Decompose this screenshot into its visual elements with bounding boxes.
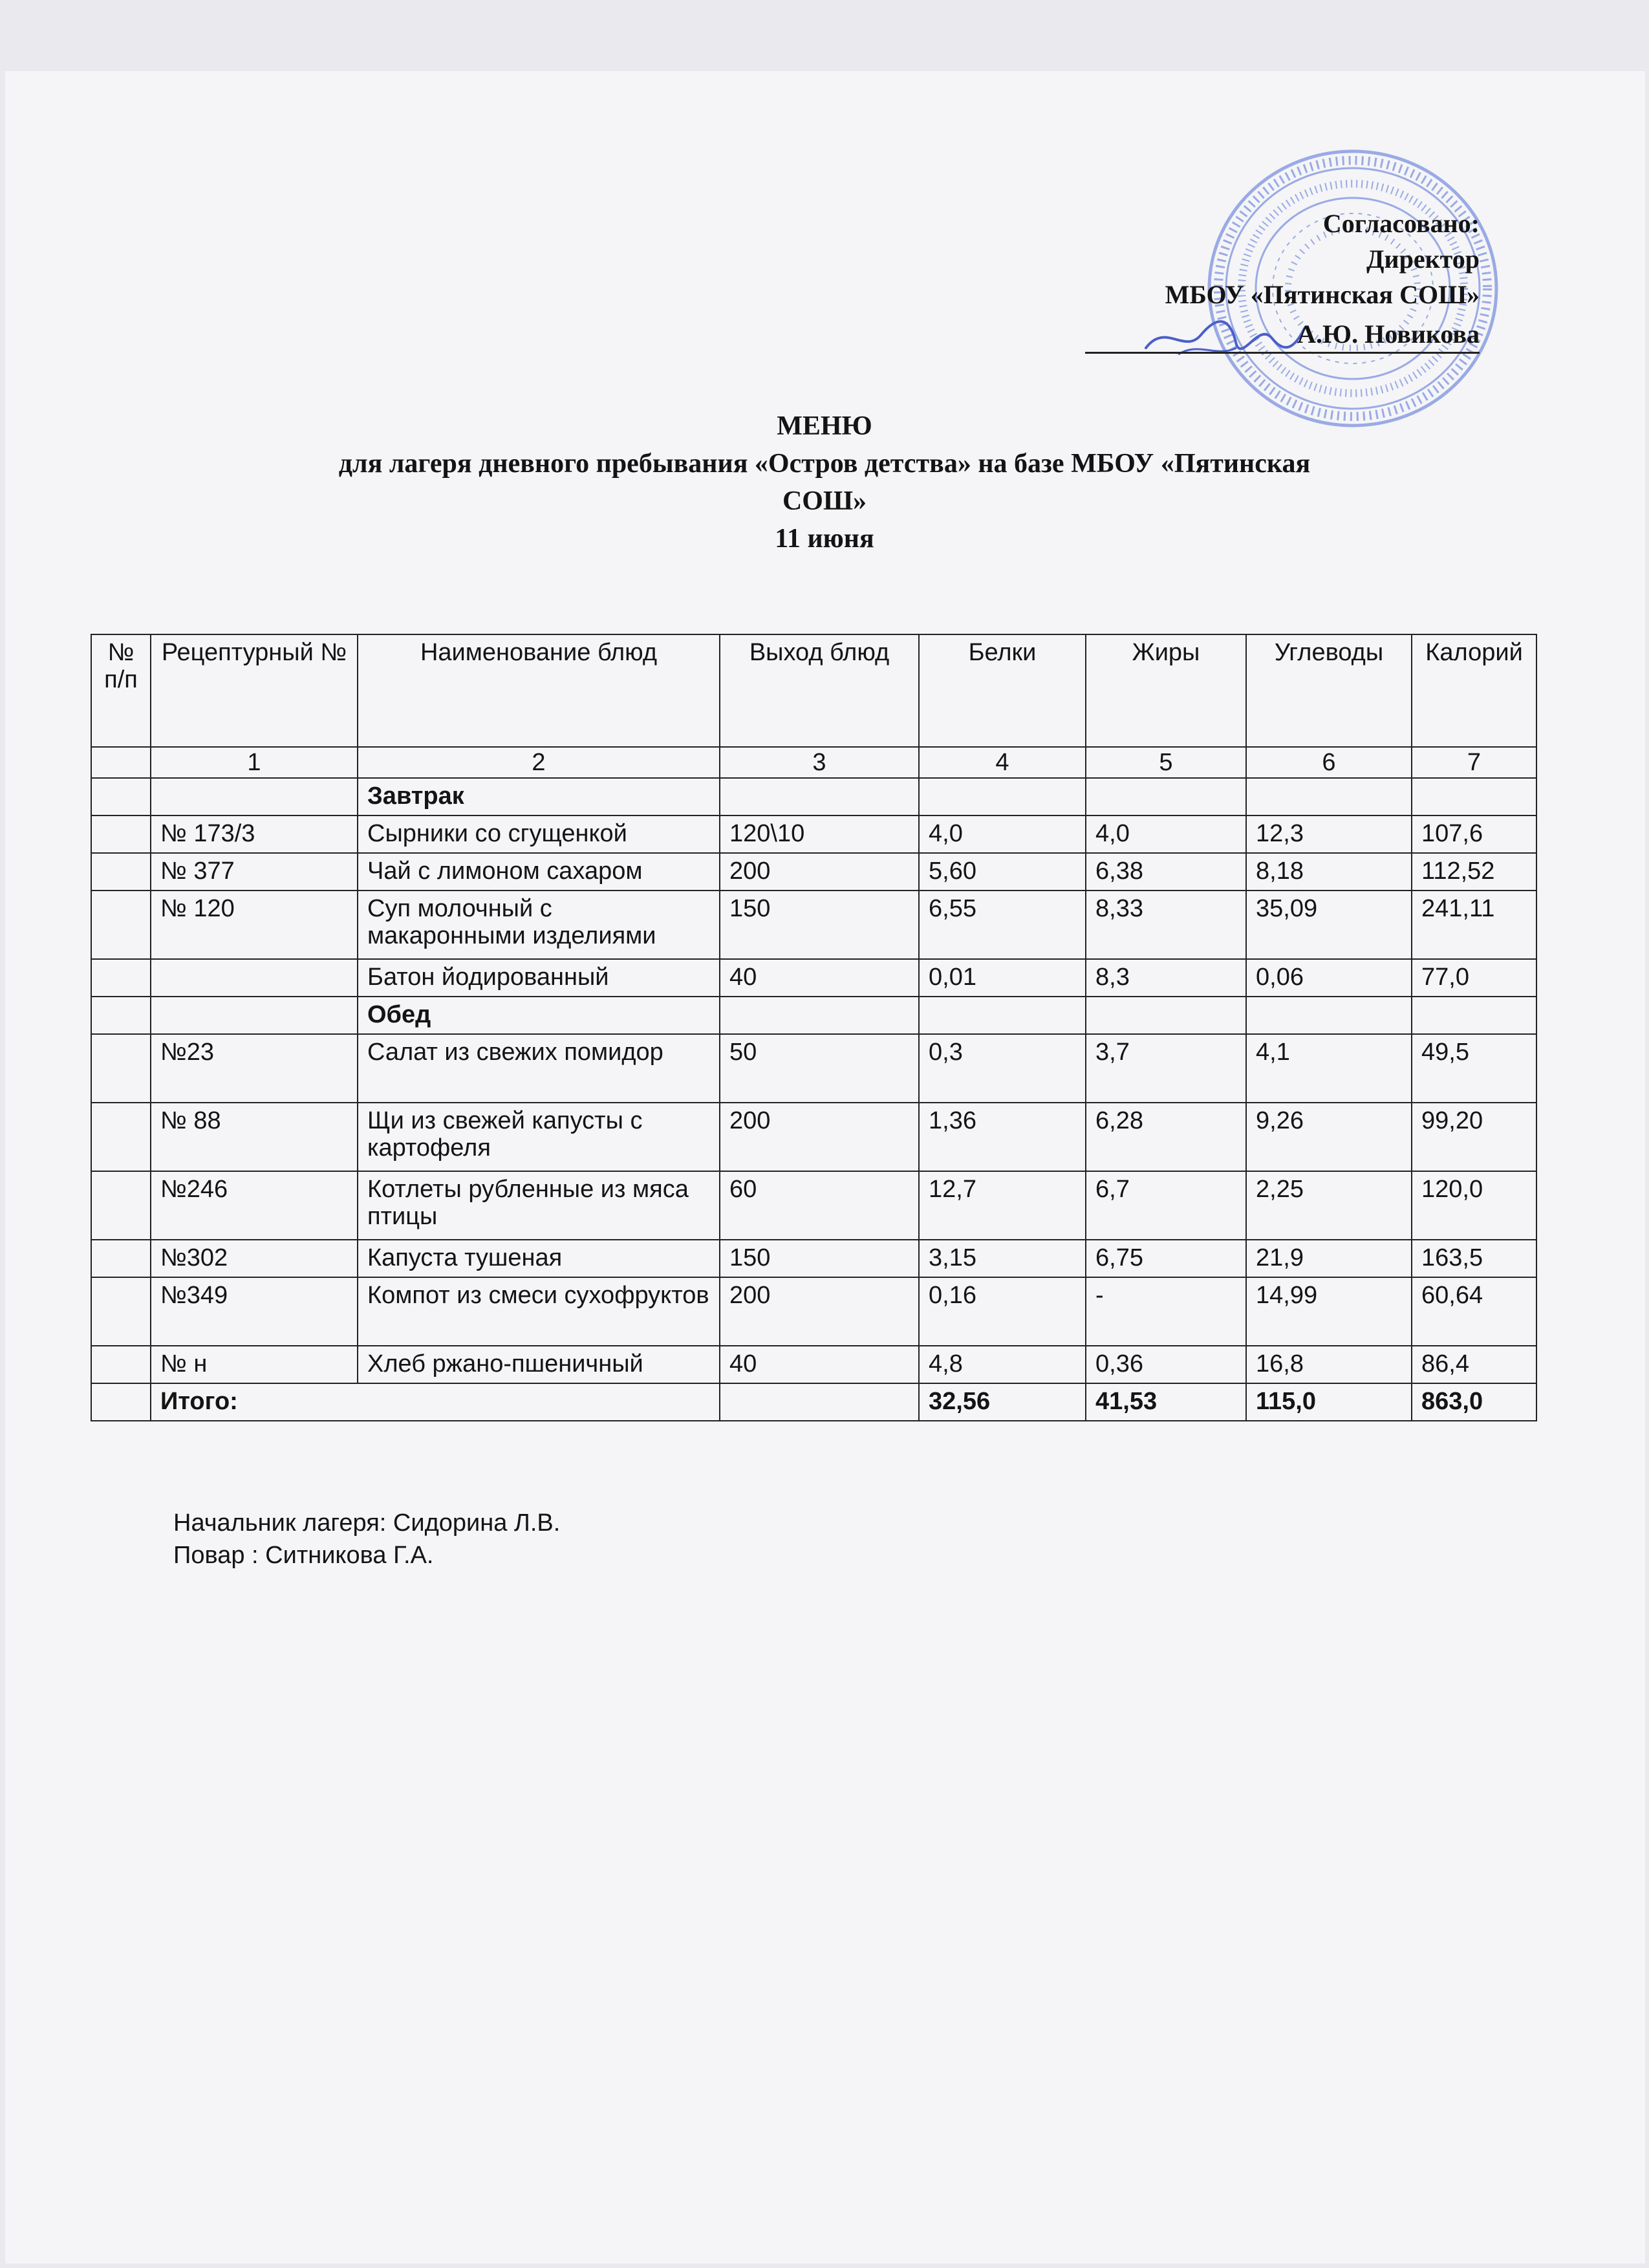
output-cell: 200 <box>720 853 919 891</box>
recipe-cell: № 173/3 <box>151 815 358 853</box>
recipe-cell: №302 <box>151 1240 358 1277</box>
fat-cell: 0,36 <box>1086 1346 1246 1383</box>
signatures-footer <box>173 1507 560 1571</box>
header-cell: Рецептурный № <box>151 634 358 747</box>
table-row <box>91 1346 1536 1383</box>
camp-head: Начальник лагеря: Сидорина Л.В. <box>173 1509 561 1537</box>
header-cell: Выход блюд <box>720 634 919 747</box>
dish-name-cell: Хлеб ржано-пшеничный <box>358 1346 720 1383</box>
dish-name-cell: Батон йодированный <box>358 959 720 997</box>
fat-cell: 8,33 <box>1086 891 1246 959</box>
table-row <box>91 1277 1536 1346</box>
approval-organization: МБОУ «Пятинская СОШ» <box>1165 280 1480 309</box>
kcal-cell: 241,11 <box>1412 891 1536 959</box>
output-cell: 60 <box>720 1171 919 1240</box>
output-cell: 50 <box>720 1034 919 1103</box>
table-row <box>91 959 1536 997</box>
recipe-cell <box>151 959 358 997</box>
output-cell: 150 <box>720 1240 919 1277</box>
title-date: 11 июня <box>775 524 874 554</box>
fat-cell: 3,7 <box>1086 1034 1246 1103</box>
kcal-cell: 60,64 <box>1412 1277 1536 1346</box>
approval-position: Директор <box>1366 244 1480 274</box>
output-cell: 150 <box>720 891 919 959</box>
total-label: Итого: <box>151 1383 720 1421</box>
section-label: Завтрак <box>358 778 720 815</box>
title-camp: для лагеря дневного пребывания «Остров детства» на базе МБОУ «Пятинская <box>338 449 1311 479</box>
carbs-cell: 8,18 <box>1246 853 1412 891</box>
recipe-cell: № 88 <box>151 1103 358 1171</box>
fat-cell: 6,28 <box>1086 1103 1246 1171</box>
dish-name-cell: Суп молочный с макаронными изделиями <box>358 891 720 959</box>
header-cell: Белки <box>919 634 1086 747</box>
table-row <box>91 853 1536 891</box>
recipe-cell: №246 <box>151 1171 358 1240</box>
cook: Повар : Ситникова Г.А. <box>173 1542 434 1569</box>
number-cell: 7 <box>1412 747 1536 778</box>
dish-name-cell: Щи из свежей капусты с картофеля <box>358 1103 720 1171</box>
carbs-cell: 35,09 <box>1246 891 1412 959</box>
number-cell: 6 <box>1246 747 1412 778</box>
kcal-cell: 86,4 <box>1412 1346 1536 1383</box>
dish-name-cell: Котлеты рубленные из мяса птицы <box>358 1171 720 1240</box>
table-row <box>91 891 1536 959</box>
fat-cell: 6,7 <box>1086 1171 1246 1240</box>
header-cell: Калорий <box>1412 634 1536 747</box>
recipe-cell: № 120 <box>151 891 358 959</box>
carbs-cell: 14,99 <box>1246 1277 1412 1346</box>
table-header-row <box>91 634 1536 747</box>
kcal-cell: 99,20 <box>1412 1103 1536 1171</box>
table-row <box>91 1034 1536 1103</box>
carbs-cell: 9,26 <box>1246 1103 1412 1171</box>
output-cell: 200 <box>720 1103 919 1171</box>
dish-name-cell: Капуста тушеная <box>358 1240 720 1277</box>
total-row <box>91 1383 1536 1421</box>
dish-name-cell: Салат из свежих помидор <box>358 1034 720 1103</box>
output-cell: 40 <box>720 959 919 997</box>
document-title <box>103 407 1546 557</box>
fat-cell: 8,3 <box>1086 959 1246 997</box>
number-cell: 1 <box>151 747 358 778</box>
kcal-cell: 77,0 <box>1412 959 1536 997</box>
carbs-cell: 4,1 <box>1246 1034 1412 1103</box>
kcal-cell: 163,5 <box>1412 1240 1536 1277</box>
dish-name-cell: Компот из смеси сухофруктов <box>358 1277 720 1346</box>
protein-cell: 3,15 <box>919 1240 1086 1277</box>
table-row <box>91 1171 1536 1240</box>
header-cell: Наименование блюд <box>358 634 720 747</box>
carbs-cell: 16,8 <box>1246 1346 1412 1383</box>
fat-cell: 4,0 <box>1086 815 1246 853</box>
fat-cell: 6,38 <box>1086 853 1246 891</box>
approval-signature-line <box>1085 316 1480 354</box>
section-row-breakfast <box>91 778 1536 815</box>
carbs-cell: 0,06 <box>1246 959 1412 997</box>
header-cell: Углеводы <box>1246 634 1412 747</box>
protein-cell: 5,60 <box>919 853 1086 891</box>
menu-table <box>91 634 1537 1421</box>
protein-cell: 1,36 <box>919 1103 1086 1171</box>
recipe-cell: №349 <box>151 1277 358 1346</box>
carbs-cell: 12,3 <box>1246 815 1412 853</box>
dish-name-cell: Сырники со сгущенкой <box>358 815 720 853</box>
total-fat: 41,53 <box>1086 1383 1246 1421</box>
table-row <box>91 1240 1536 1277</box>
number-cell: 2 <box>358 747 720 778</box>
fat-cell: - <box>1086 1277 1246 1346</box>
carbs-cell: 2,25 <box>1246 1171 1412 1240</box>
total-protein: 32,56 <box>919 1383 1086 1421</box>
output-cell: 40 <box>720 1346 919 1383</box>
recipe-cell: № 377 <box>151 853 358 891</box>
protein-cell: 12,7 <box>919 1171 1086 1240</box>
approval-label: Согласовано: <box>1322 209 1480 238</box>
table-number-row <box>91 747 1536 778</box>
approval-director-name: А.Ю. Новикова <box>1297 319 1480 349</box>
kcal-cell: 107,6 <box>1412 815 1536 853</box>
protein-cell: 0,16 <box>919 1277 1086 1346</box>
approval-block <box>1027 206 1480 354</box>
output-cell: 200 <box>720 1277 919 1346</box>
dish-name-cell: Чай с лимоном сахаром <box>358 853 720 891</box>
recipe-cell: №23 <box>151 1034 358 1103</box>
title-menu: МЕНЮ <box>777 411 872 441</box>
total-carbs: 115,0 <box>1246 1383 1412 1421</box>
protein-cell: 6,55 <box>919 891 1086 959</box>
section-label: Обед <box>358 997 720 1034</box>
number-cell: 5 <box>1086 747 1246 778</box>
protein-cell: 0,3 <box>919 1034 1086 1103</box>
protein-cell: 4,0 <box>919 815 1086 853</box>
number-cell: 3 <box>720 747 919 778</box>
number-cell: 4 <box>919 747 1086 778</box>
kcal-cell: 49,5 <box>1412 1034 1536 1103</box>
header-cell: № п/п <box>91 634 151 747</box>
kcal-cell: 120,0 <box>1412 1171 1536 1240</box>
fat-cell: 6,75 <box>1086 1240 1246 1277</box>
header-cell: Жиры <box>1086 634 1246 747</box>
recipe-cell: № н <box>151 1346 358 1383</box>
protein-cell: 4,8 <box>919 1346 1086 1383</box>
output-cell: 120\10 <box>720 815 919 853</box>
table-row <box>91 1103 1536 1171</box>
table-row <box>91 815 1536 853</box>
title-school: СОШ» <box>782 486 867 516</box>
carbs-cell: 21,9 <box>1246 1240 1412 1277</box>
total-kcal: 863,0 <box>1412 1383 1536 1421</box>
kcal-cell: 112,52 <box>1412 853 1536 891</box>
number-cell <box>91 747 151 778</box>
protein-cell: 0,01 <box>919 959 1086 997</box>
section-row-lunch <box>91 997 1536 1034</box>
